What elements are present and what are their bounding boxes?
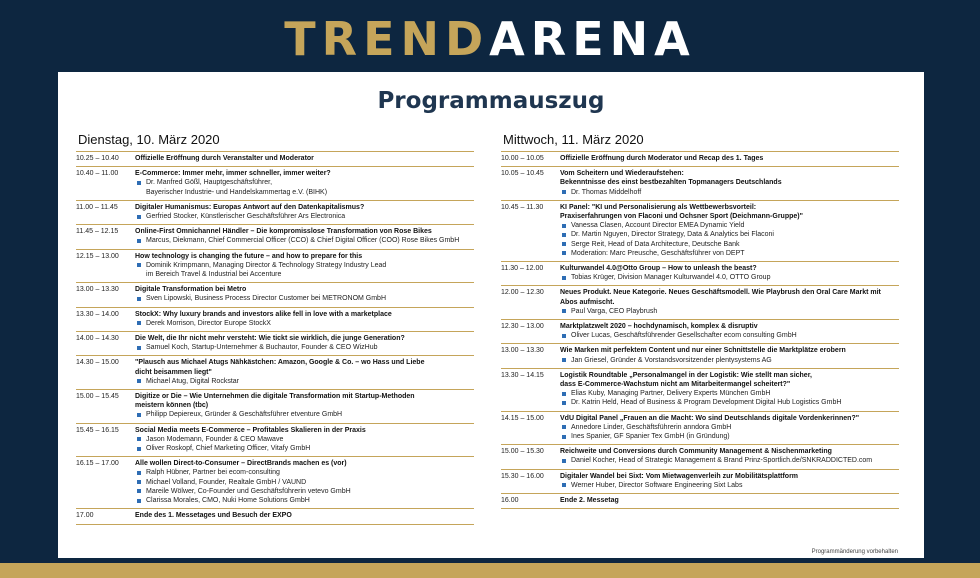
session-content xyxy=(135,334,474,352)
session-title: Reichweite und Conversions durch Community Management & Nischenmarketing xyxy=(560,448,832,456)
speaker: Ines Spanier, GF Spanier Tex GmbH (in Gründung) xyxy=(560,432,899,441)
speaker: Michael Atug, Digital Rockstar xyxy=(135,377,474,386)
schedule-row xyxy=(501,411,899,445)
session-time: 10.45 – 11.30 xyxy=(501,203,544,211)
session-time: 14.00 – 14.30 xyxy=(76,335,119,343)
session-title: Digitaler Humanismus: Europas Antwort auf den Datenkapitalismus? xyxy=(135,203,365,211)
session-content xyxy=(135,285,474,303)
session-time: 10.25 – 10.40 xyxy=(76,155,119,162)
speaker: Derek Morrison, Director Europe StockX xyxy=(135,319,474,328)
speaker: Gerfried Stocker, Künstlerischer Geschäftsführer Ars Electronica xyxy=(135,212,474,221)
session-title: Logistik Roundtable „Personalmangel in der Logistik: Wie stellt man sicher, dass E-Commerce-Wachstum nicht am Mitarbeitermangel scheitert?" xyxy=(560,371,812,389)
session-time: 14.15 – 15.00 xyxy=(501,414,544,422)
session-title: "Plausch aus Michael Atugs Nähkästchen: Amazon, Google & Co. – wo Hass und Liebe dicht beisammen liegt" xyxy=(135,359,425,376)
session-content xyxy=(135,169,474,197)
session-title: Wie Marken mit perfektem Content und nur einer Schnittstelle die Marktplätze erobern xyxy=(560,347,846,355)
schedule-row xyxy=(501,151,899,166)
session-title: Offizielle Eröffnung durch Veranstalter und Moderator xyxy=(135,155,314,162)
speaker: Moderation: Marc Preusche, Geschäftsführer von DEPT xyxy=(560,249,899,258)
speaker: Jason Modemann, Founder & CEO Mawave xyxy=(135,435,474,444)
session-time: 10.05 – 10.45 xyxy=(501,170,544,178)
session-title: E-Commerce: Immer mehr, immer schneller, immer weiter? xyxy=(135,170,331,178)
session-time: 12.00 – 12.30 xyxy=(501,289,544,297)
session-time: 13.30 – 14.00 xyxy=(76,310,119,318)
session-title: StockX: Why luxury brands and investors alike fell in love with a marketplace xyxy=(135,310,392,318)
session-time: 14.30 – 15.00 xyxy=(76,359,119,367)
session-content xyxy=(135,392,474,420)
session-time: 12.30 – 13.00 xyxy=(501,323,544,331)
session-title: Offizielle Eröffnung durch Moderator und Recap des 1. Tages xyxy=(560,155,764,162)
schedule-row xyxy=(76,224,474,248)
schedule-row xyxy=(76,200,474,224)
speaker: Clarissa Morales, CMO, Nuki Home Solutions GmbH xyxy=(135,496,474,505)
session-title: VdU Digital Panel „Frauen an die Macht: Wo sind Deutschlands digitale Vordenkerinnen?" xyxy=(560,414,860,422)
schedule-row xyxy=(501,469,899,493)
schedule-row xyxy=(76,331,474,355)
session-title: Social Media meets E-Commerce – Profitables Skalieren in der Praxis xyxy=(135,426,366,434)
schedule-row xyxy=(501,166,899,200)
session-title: Ende 2. Messetag xyxy=(560,497,619,505)
session-time: 15.45 – 16.15 xyxy=(76,426,119,434)
speaker: Mareile Wölwer, Co-Founder und Geschäftsführerin vetevo GmbH xyxy=(135,487,474,496)
session-content xyxy=(560,472,899,490)
session-content xyxy=(560,496,899,505)
session-content xyxy=(135,511,474,520)
session-time: 12.15 – 13.00 xyxy=(76,252,119,260)
session-content xyxy=(560,371,899,408)
speaker: Dr. Katrin Held, Head of Business & Program Development Digital Hub Logistics GmbH xyxy=(560,398,899,407)
session-title: How technology is changing the future – and how to prepare for this xyxy=(135,252,363,260)
schedule-row xyxy=(501,261,899,285)
session-content xyxy=(560,154,899,163)
session-title: Online-First Omnichannel Händler – Die kompromisslose Transformation von Rose Bikes xyxy=(135,228,432,236)
session-time: 13.00 – 13.30 xyxy=(501,347,544,355)
schedule-row xyxy=(76,282,474,306)
logo-trend: TREND xyxy=(284,12,490,66)
session-time: 11.45 – 12.15 xyxy=(76,228,119,236)
schedule-column-wednesday xyxy=(501,151,899,509)
speaker: Dr. Martin Nguyen, Director Strategy, Data & Analytics bei Flaconi xyxy=(560,230,899,239)
session-content xyxy=(560,203,899,258)
schedule-row xyxy=(76,508,474,524)
session-title: KI Panel: "KI und Personalisierung als Wettbewerbsvorteil: Praxiserfahrungen von Flaconi und Ochsner Sport (Deichmann-Gruppe)" xyxy=(560,203,803,221)
session-content xyxy=(560,322,899,340)
logo xyxy=(0,14,980,64)
schedule-row xyxy=(76,249,474,283)
session-title: Kulturwandel 4.0@Otto Group – How to unleash the beast? xyxy=(560,265,757,273)
schedule-row xyxy=(501,444,899,468)
session-content xyxy=(560,264,899,282)
session-time: 15.00 – 15.45 xyxy=(76,393,119,401)
day-heading-wednesday: Mittwoch, 11. März 2020 xyxy=(503,132,644,147)
speaker: Elias Kuby, Managing Partner, Delivery Experts München GmbH xyxy=(560,389,899,398)
session-content xyxy=(560,414,899,442)
speaker: Paul Varga, CEO Playbrush xyxy=(560,307,899,316)
speaker: Werner Huber, Director Software Engineering Sixt Labs xyxy=(560,481,899,490)
speaker: Michael Volland, Founder, Realtale GmbH / VAUND xyxy=(135,478,474,487)
session-title: Neues Produkt. Neue Kategorie. Neues Geschäftsmodell. Wie Playbrush den Oral Care Markt mit Abos aufmischt. xyxy=(560,289,881,306)
speaker: Dr. Manfred Gößl, Hauptgeschäftsführer, Bayerischer Industrie- und Handelskammertag e.V. (BIHK) xyxy=(135,178,474,196)
schedule-row xyxy=(76,389,474,423)
session-content xyxy=(560,288,899,316)
schedule-row xyxy=(76,456,474,508)
schedule-column-tuesday xyxy=(76,151,474,525)
speaker: Ralph Hübner, Partner bei ecom-consulting xyxy=(135,468,474,477)
page-title: Programmauszug xyxy=(377,88,605,114)
session-title: Marktplatzwelt 2020 – hochdynamisch, komplex & disruptiv xyxy=(560,323,758,331)
session-content xyxy=(560,447,899,465)
session-content xyxy=(135,227,474,245)
speaker: Dominik Krimpmann, Managing Director & Technology Strategy Industry Lead im Bereich Travel & Industrial bei Accenture xyxy=(135,261,474,279)
session-time: 16.00 xyxy=(501,497,519,505)
session-time: 15.30 – 16.00 xyxy=(501,472,544,480)
speaker: Annedore Linder, Geschäftsführerin anndora GmbH xyxy=(560,423,899,432)
change-note: Programmänderung vorbehalten xyxy=(811,549,898,555)
session-title: Digitize or Die – Wie Unternehmen die digitale Transformation mit Startup-Methoden meistern können (tbc) xyxy=(135,393,415,410)
speaker: Sven Lipowski, Business Process Director Customer bei METRONOM GmbH xyxy=(135,294,474,303)
speaker: Dr. Thomas Middelhoff xyxy=(560,188,899,197)
session-content xyxy=(560,346,899,364)
session-content xyxy=(135,154,474,163)
speaker: Serge Reit, Head of Data Architecture, Deutsche Bank xyxy=(560,240,899,249)
session-content xyxy=(135,459,474,505)
session-content xyxy=(135,252,474,280)
session-time: 10.00 – 10.05 xyxy=(501,155,544,162)
schedule-row xyxy=(501,493,899,509)
session-time: 13.00 – 13.30 xyxy=(76,286,119,294)
session-time: 13.30 – 14.15 xyxy=(501,371,544,379)
session-time: 16.15 – 17.00 xyxy=(76,460,119,468)
speaker: Tobias Krüger, Division Manager Kulturwandel 4.0, OTTO Group xyxy=(560,273,899,282)
day-heading-tuesday: Dienstag, 10. März 2020 xyxy=(78,132,220,147)
gold-footer-bar xyxy=(0,563,980,578)
schedule-row xyxy=(76,423,474,457)
speaker: Marcus, Diekmann, Chief Commercial Officer (CCO) & Chief Digital Officer (COO) Rose Bikes GmbH xyxy=(135,236,474,245)
schedule-row xyxy=(501,343,899,367)
speaker: Jan Griesel, Gründer & Vorstandsvorsitzender plentysystems AG xyxy=(560,356,899,365)
session-content xyxy=(135,203,474,221)
session-title: Digitaler Wandel bei Sixt: Vom Mietwagenverleih zur Mobilitätsplattform xyxy=(560,472,799,480)
schedule-row xyxy=(501,319,899,343)
session-time: 17.00 xyxy=(76,512,94,520)
speaker: Samuel Koch, Startup-Unternehmer & Buchautor, Founder & CEO WizHub xyxy=(135,343,474,352)
speaker: Oliver Roskopf, Chief Marketing Officer, Vitafy GmbH xyxy=(135,444,474,453)
schedule-row xyxy=(501,200,899,261)
speaker: Philipp Depiereux, Gründer & Geschäftsführer etventure GmbH xyxy=(135,410,474,419)
session-time: 11.00 – 11.45 xyxy=(76,203,118,211)
session-content xyxy=(135,310,474,328)
session-time: 10.40 – 11.00 xyxy=(76,170,119,178)
session-title: Ende des 1. Messetages und Besuch der EXPO xyxy=(135,512,292,520)
program-panel xyxy=(58,72,924,558)
session-content xyxy=(560,169,899,197)
speaker: Daniel Kocher, Head of Strategic Management & Brand Prinz-Sportlich.de/SNKRADDICTED.com xyxy=(560,456,899,465)
session-title: Vom Scheitern und Wiederaufstehen: Bekenntnisse des einst bestbezahlten Topmanagers Deutschlands xyxy=(560,170,782,187)
schedule-row xyxy=(76,355,474,389)
session-content xyxy=(135,358,474,386)
schedule-row xyxy=(501,368,899,411)
speaker: Oliver Lucas, Geschäftsführender Gesellschafter ecom consulting GmbH xyxy=(560,331,899,340)
session-time: 11.30 – 12.00 xyxy=(501,265,544,273)
speaker: Vanessa Clasen, Account Director EMEA Dynamic Yield xyxy=(560,221,899,230)
session-title: Die Welt, die Ihr nicht mehr versteht: Wie tickt sie wirklich, die junge Generation? xyxy=(135,335,405,343)
session-title: Alle wollen Direct-to-Consumer – DirectBrands machen es (vor) xyxy=(135,460,347,468)
session-title: Digitale Transformation bei Metro xyxy=(135,286,247,294)
session-content xyxy=(135,426,474,454)
logo-arena: ARENA xyxy=(489,12,696,66)
session-time: 15.00 – 15.30 xyxy=(501,448,544,456)
schedule-row xyxy=(76,166,474,200)
schedule-row xyxy=(76,151,474,166)
schedule-row xyxy=(501,285,899,319)
schedule-row xyxy=(76,307,474,331)
